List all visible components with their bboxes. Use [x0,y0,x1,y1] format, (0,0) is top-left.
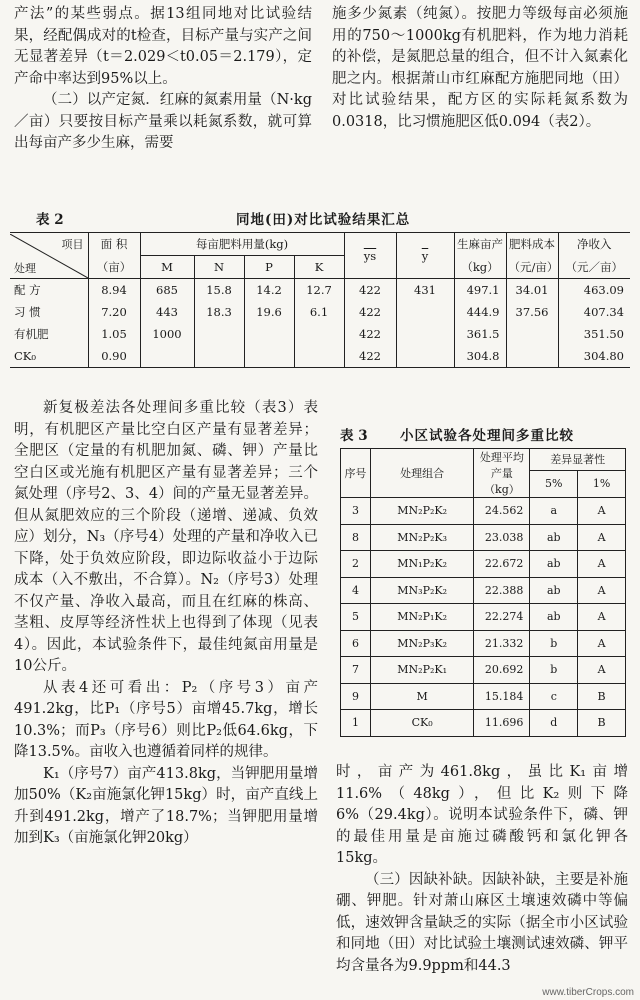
cell: 6.1 [294,301,344,323]
table-row: 2 MN₁P₂K₂ 22.672 ab A [341,551,626,578]
watermark: www.tiberCrops.com [542,987,634,998]
col-header-cost: 肥料成本 [506,233,558,256]
col-header-mean: 处理平均产量（kg） [474,449,530,498]
col-header-net-unit: （元／亩） [558,256,630,279]
col-header-1pct: 1% [578,470,626,497]
cell: 361.5 [454,323,506,345]
cell: 431 [396,279,454,302]
table-row: 9 M 15.184 c B [341,683,626,710]
body-text-left-bottom [14,398,318,850]
table3-title: 小区试验各处理间多重比较 [400,428,574,444]
cell: 422 [344,345,396,368]
cell [194,345,244,368]
diag-header-cell [10,233,88,279]
table-row: 6 MN₂P₃K₂ 21.332 b A [341,630,626,657]
col-header-combo: 处理组合 [370,449,474,498]
cell: 19.6 [244,301,294,323]
cell: 1000 [140,323,194,345]
paragraph: 从表4还可看出：P₂（序号3）亩产491.2kg，比P₁（序号5）亩增45.7kg，增长10.3%；而P₃（序号6）则比P₂低64.6kg，下降13.5%。亩收入也遵循着同样的规律。 [14,679,318,760]
row-label: CK₀ [14,349,37,363]
table3-number: 表 3 [340,428,368,444]
col-header-P: P [244,256,294,279]
cell: 14.2 [244,279,294,302]
cell [244,345,294,368]
paragraph: （三）因缺补缺。因缺补缺，主要是补施硼、钾肥。针对萧山麻区土壤速效磷中等偏低，速效钾含量缺乏的实际（据全市小区试验和同地（田）对比试验土壤测试速效磷、钾平均含量各为9.9ppm和44.3 [336,871,628,974]
col-header-area-unit: （亩） [88,256,140,279]
cell: 422 [344,301,396,323]
cell: 444.9 [454,301,506,323]
col-header-yield-unit: （kg） [454,256,506,279]
cell: 12.7 [294,279,344,302]
col-header-M: M [140,256,194,279]
cell: 497.1 [454,279,506,302]
body-text-right-top [332,4,628,133]
table2 [10,232,630,368]
body-text-left-top [14,4,312,155]
cell: 351.50 [558,323,630,345]
body-text-right-bottom [336,762,628,977]
cell [140,345,194,368]
cell: 7.20 [88,301,140,323]
cell: 0.90 [88,345,140,368]
paragraph: 时，亩产为461.8kg，虽比K₁亩增11.6%（48kg），但比K₂则下降6%（29.4kg）。说明本试验条件下，磷、钾的最佳用量是亩施过磷酸钙和氯化钾各15kg。 [336,764,628,866]
row-label: 有机肥 [14,327,49,341]
paragraph: （二）以产定氮．红麻的氮素用量（N·kg／亩）只要按目标产量乘以耗氮系数，就可算出每亩产多少生麻，需要 [14,92,312,151]
paragraph: K₁（序号7）亩产413.8kg，当钾肥用量增加50%（K₂亩施氯化钾15kg）时，亩产直线上升到491.2kg，增产了18.7%；当钾肥用量增加到K₃（亩施氯化钾20kg） [14,765,318,846]
cell [396,345,454,368]
col-header-y: $\overline{y}$ [396,233,454,279]
col-header-ys: $\overline{ys}$ [344,233,396,279]
col-header-seq: 序号 [341,449,371,498]
cell: 304.80 [558,345,630,368]
cell: 422 [344,279,396,302]
cell [244,323,294,345]
cell [294,345,344,368]
table-row: 5 MN₂P₁K₂ 22.274 ab A [341,604,626,631]
cell [194,323,244,345]
table-row [10,323,630,345]
col-header-net: 净收入 [558,233,630,256]
cell: 34.01 [506,279,558,302]
col-header-cost-unit: （元/亩） [506,256,558,279]
cell: 685 [140,279,194,302]
cell: 15.8 [194,279,244,302]
cell [396,301,454,323]
col-header-yield: 生麻亩产 [454,233,506,256]
table-row: 8 MN₂P₂K₃ 23.038 ab A [341,524,626,551]
table-row [10,279,630,302]
table2-number: 表 2 [36,212,64,228]
col-header-N: N [194,256,244,279]
cell: 1.05 [88,323,140,345]
cell [506,345,558,368]
cell [396,323,454,345]
col-header-area: 面 积 [88,233,140,256]
paragraph: 产法”的某些弱点。据13组同地对比试验结果，经配偶成对的t检查，目标产量与实产之间无显著差异（t＝2.029＜t0.05＝2.179），定产命中率达到95%以上。 [14,6,312,87]
cell: 304.8 [454,345,506,368]
cell: 422 [344,323,396,345]
cell [294,323,344,345]
table-row [10,345,630,368]
diag-header-bottom: 处理 [14,261,36,275]
table-row: 4 MN₃P₂K₂ 22.388 ab A [341,577,626,604]
diag-header-top: 项目 [61,237,84,251]
table2-title: 同地(田)对比试验结果汇总 [236,212,411,228]
row-label: 配 方 [14,283,41,297]
row-label: 习 惯 [14,305,41,319]
table-row: 3 MN₂P₂K₂ 24.562 a A [341,498,626,525]
table-row: 7 MN₂P₂K₁ 20.692 b A [341,657,626,684]
cell: 18.3 [194,301,244,323]
paragraph: 新复极差法各处理间多重比较（表3）表明，有机肥区产量比空白区产量有显著差异；全肥区（定量的有机肥加氮、磷、钾）产量比空白区或光施有机肥区产量有显著差异；三个氮处理（序号2、3、4）间的产量无显著差异。但从氮肥效应的三个阶段（递增、递减、负效应）划分，N₃（序号4）处理的产量和净收入已下降，处于负效应阶段，即边际收益小于边际成本（入不敷出，不合算）。N₂（序号3）处理不仅产量、净收入最高，而且在红麻的株高、茎粗、皮厚等经济性状上也得到了体现（见表4）。因此，本试验条件下，最佳纯氮亩用量是10公斤。 [14,400,318,674]
cell: 463.09 [558,279,630,302]
cell: 407.34 [558,301,630,323]
table-row [10,301,630,323]
col-header-K: K [294,256,344,279]
table3 [340,448,626,737]
col-header-5pct: 5% [530,470,578,497]
col-header-fert: 每亩肥料用量(kg) [140,233,344,256]
cell: 8.94 [88,279,140,302]
paragraph: 施多少氮素（纯氮）。按肥力等级每亩必须施用的750～1000kg有机肥料，作为地力消耗的补偿，是氮肥总量的组合，但不计入氮素化肥之内。根据萧山市红麻配方施肥同地（田）对比试验结果，配方区的实际耗氮系数为0.0318，比习惯施肥区低0.094（表2）。 [332,6,628,130]
cell: 443 [140,301,194,323]
table-row: 1 CK₀ 11.696 d B [341,710,626,737]
cell [506,323,558,345]
cell: 37.56 [506,301,558,323]
col-header-sig: 差异显著性 [530,449,626,471]
